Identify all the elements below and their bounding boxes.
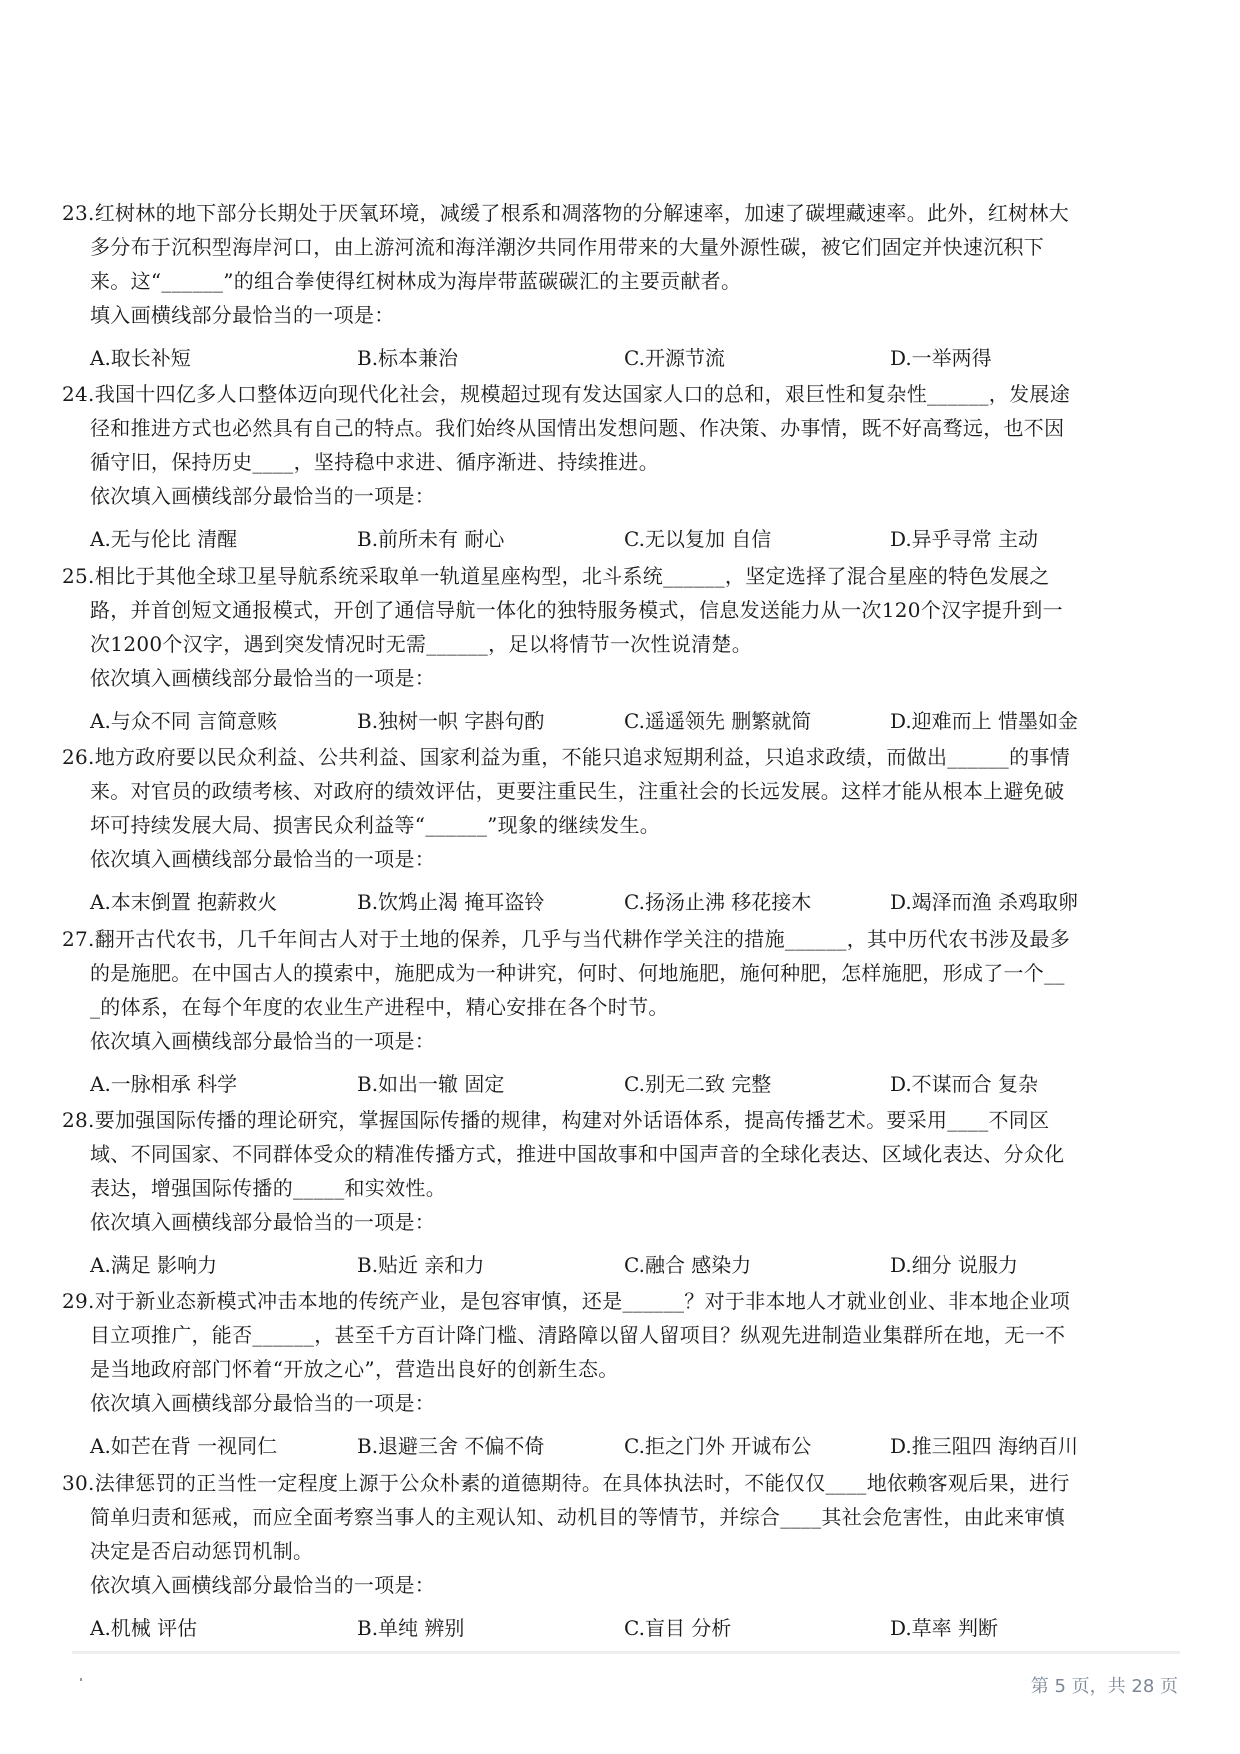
question-prompt: 依次填入画横线部分最恰当的一项是：: [90, 1572, 436, 1597]
answer-option-d: D.迎难而上 惜墨如金: [890, 708, 1079, 733]
answer-option-d: D.草率 判断: [890, 1615, 999, 1640]
question-prompt: 依次填入画横线部分最恰当的一项是：: [90, 1028, 436, 1053]
question: [62, 922, 1182, 1104]
question-prompt: 依次填入画横线部分最恰当的一项是：: [90, 847, 436, 872]
answer-options: [62, 1064, 1182, 1104]
question-stem-line: 简单归责和惩戒，而应全面考察当事人的主观认知、动机目的等情节，并综合____其社会危害性，由此来审慎: [90, 1504, 1065, 1529]
question-stem-line: 27.翻开古代农书，几千年间古人对于土地的保养，几乎与当代耕作学关注的措施______，其中历代农书涉及最多: [62, 926, 1071, 951]
question-prompt: 依次填入画横线部分最恰当的一项是：: [90, 1391, 436, 1416]
question-stem-line: 23.红树林的地下部分长期处于厌氧环境，减缓了根系和凋落物的分解速率，加速了碳埋藏速率。此外，红树林大: [62, 201, 1070, 225]
answer-options: [62, 882, 1182, 922]
answer-option-b: B.饮鸩止渴 掩耳盗铃: [357, 890, 545, 915]
answer-option-c: C.开源节流: [624, 346, 725, 370]
question-prompt: 依次填入画横线部分最恰当的一项是：: [90, 665, 436, 690]
question-stem-line: 是当地政府部门怀着“开放之心”，营造出良好的创新生态。: [90, 1357, 619, 1382]
question-stem-line: 26.地方政府要以民众利益、公共利益、国家利益为重，不能只追求短期利益，只追求政绩，而做出______的事情: [62, 745, 1071, 770]
answer-option-c: C.遥遥领先 删繁就简: [624, 708, 812, 733]
page-indicator: 第 5 页，共 28 页: [1030, 1676, 1178, 1697]
answer-option-a: A.如芒在背 一视同仁: [90, 1434, 278, 1459]
question-stem-line: 坏可持续发展大局、损害民众利益等“______”现象的继续发生。: [90, 813, 661, 838]
answer-option-b: B.贴近 亲和力: [357, 1253, 485, 1277]
answer-options: [62, 519, 1182, 559]
question-stem-line: 目立项推广，能否______，甚至千方百计降门槛、清路障以留人留项目？纵观先进制造业集群所在地，无一不: [90, 1323, 1066, 1348]
answer-options: [62, 1426, 1182, 1466]
answer-option-a: A.满足 影响力: [90, 1253, 218, 1277]
answer-option-b: B.退避三舍 不偏不倚: [357, 1434, 545, 1459]
answer-option-a: A.无与伦比 清醒: [90, 527, 238, 552]
answer-option-a: A.取长补短: [90, 346, 191, 370]
answer-option-c: C.拒之门外 开诚布公: [624, 1434, 812, 1459]
answer-option-c: C.融合 感染力: [624, 1253, 752, 1277]
answer-option-a: A.机械 评估: [90, 1615, 198, 1640]
answer-option-c: C.盲目 分析: [624, 1615, 732, 1640]
question-prompt: 依次填入画横线部分最恰当的一项是：: [90, 1210, 436, 1234]
question: [62, 1284, 1182, 1466]
question-stem-line: 24.我国十四亿多人口整体迈向现代化社会，规模超过现有发达国家人口的总和，艰巨性和复杂性______，发展途: [62, 382, 1071, 407]
question: [62, 559, 1182, 741]
question-stem-line: 25.相比于其他全球卫星导航系统采取单一轨道星座构型，北斗系统______，坚定选择了混合星座的特色发展之: [62, 563, 1050, 588]
answer-option-b: B.如出一辙 固定: [357, 1071, 505, 1096]
question-prompt: 依次填入画横线部分最恰当的一项是：: [90, 484, 436, 509]
question-stem-line: 表达，增强国际传播的_____和实效性。: [90, 1176, 446, 1200]
question-stem-line: _的体系，在每个年度的农业生产进程中，精心安排在各个时节。: [90, 994, 669, 1019]
answer-option-d: D.竭泽而渔 杀鸡取卵: [890, 890, 1079, 915]
answer-option-d: D.推三阻四 海纳百川: [890, 1434, 1079, 1459]
answer-option-b: B.独树一帜 字斟句酌: [357, 708, 545, 733]
answer-option-c: C.别无二致 完整: [624, 1071, 772, 1096]
answer-option-d: D.一举两得: [890, 346, 992, 370]
question-stem-line: 28.要加强国际传播的理论研究，掌握国际传播的规律，构建对外话语体系，提高传播艺术。要采用____不同区: [62, 1108, 1050, 1132]
question-stem-line: 径和推进方式也必然具有自己的特点。我们始终从国情出发想问题、作决策、办事情，既不好高骛远，也不因: [90, 416, 1065, 441]
answer-option-d: D.细分 说服力: [890, 1253, 1019, 1277]
answer-option-b: B.单纯 辨别: [357, 1615, 465, 1640]
footer-dot: [80, 1678, 82, 1681]
question-stem-line: 决定是否启动惩罚机制。: [90, 1538, 314, 1563]
question: [62, 196, 1182, 378]
answer-options: [62, 338, 1182, 378]
question-prompt: 填入画横线部分最恰当的一项是：: [90, 303, 395, 327]
question-stem-line: 循守旧，保持历史____，坚持稳中求进、循序渐进、持续推进。: [90, 450, 659, 475]
answer-option-c: C.无以复加 自信: [624, 527, 772, 552]
question: [62, 1466, 1182, 1648]
question-stem-line: 路，并首创短文通报模式，开创了通信导航一体化的独特服务模式，信息发送能力从一次120个汉字提升到一: [90, 597, 1063, 622]
question-stem-line: 来。对官员的政绩考核、对政府的绩效评估，更要注重民生，注重社会的长远发展。这样才能从根本上避免破: [90, 779, 1065, 804]
answer-option-d: D.不谋而合 复杂: [890, 1071, 1039, 1096]
question: [62, 377, 1182, 559]
question: [62, 740, 1182, 922]
question-stem-line: 多分布于沉积型海岸河口，由上游河流和海洋潮汐共同作用带来的大量外源性碳，被它们固定并快速沉积下: [90, 235, 1045, 259]
answer-option-b: B.前所未有 耐心: [357, 527, 505, 552]
answer-option-d: D.异乎寻常 主动: [890, 527, 1039, 552]
answer-options: [62, 701, 1182, 741]
answer-option-a: A.本末倒置 抱薪救火: [90, 890, 278, 915]
question-stem-line: 域、不同国家、不同群体受众的精准传播方式，推进中国故事和中国声音的全球化表达、区域化表达、分众化: [90, 1142, 1065, 1166]
answer-options: [62, 1245, 1182, 1285]
question-stem-line: 来。这“______”的组合拳使得红树林成为海岸带蓝碳碳汇的主要贡献者。: [90, 269, 742, 293]
question-stem-line: 30.法律惩罚的正当性一定程度上源于公众朴素的道德期待。在具体执法时，不能仅仅____地依赖客观后果，进行: [62, 1470, 1070, 1495]
answer-option-a: A.一脉相承 科学: [90, 1071, 238, 1096]
answer-option-b: B.标本兼治: [357, 346, 459, 370]
question: [62, 1103, 1182, 1285]
question-stem-line: 29.对于新业态新模式冲击本地的传统产业，是包容审慎，还是______？对于非本地人才就业创业、非本地企业项: [62, 1289, 1071, 1314]
question-stem-line: 次1200个汉字，遇到突发情况时无需______，足以将情节一次性说清楚。: [90, 631, 752, 656]
question-stem-line: 的是施肥。在中国古人的摸索中，施肥成为一种讲究，何时、何地施肥，施何种肥，怎样施肥，形成了一个__: [90, 960, 1065, 985]
answer-option-c: C.扬汤止沸 移花接木: [624, 890, 812, 915]
answer-option-a: A.与众不同 言简意赅: [90, 708, 278, 733]
footer-divider: [72, 1651, 1180, 1654]
answer-options: [62, 1608, 1182, 1648]
